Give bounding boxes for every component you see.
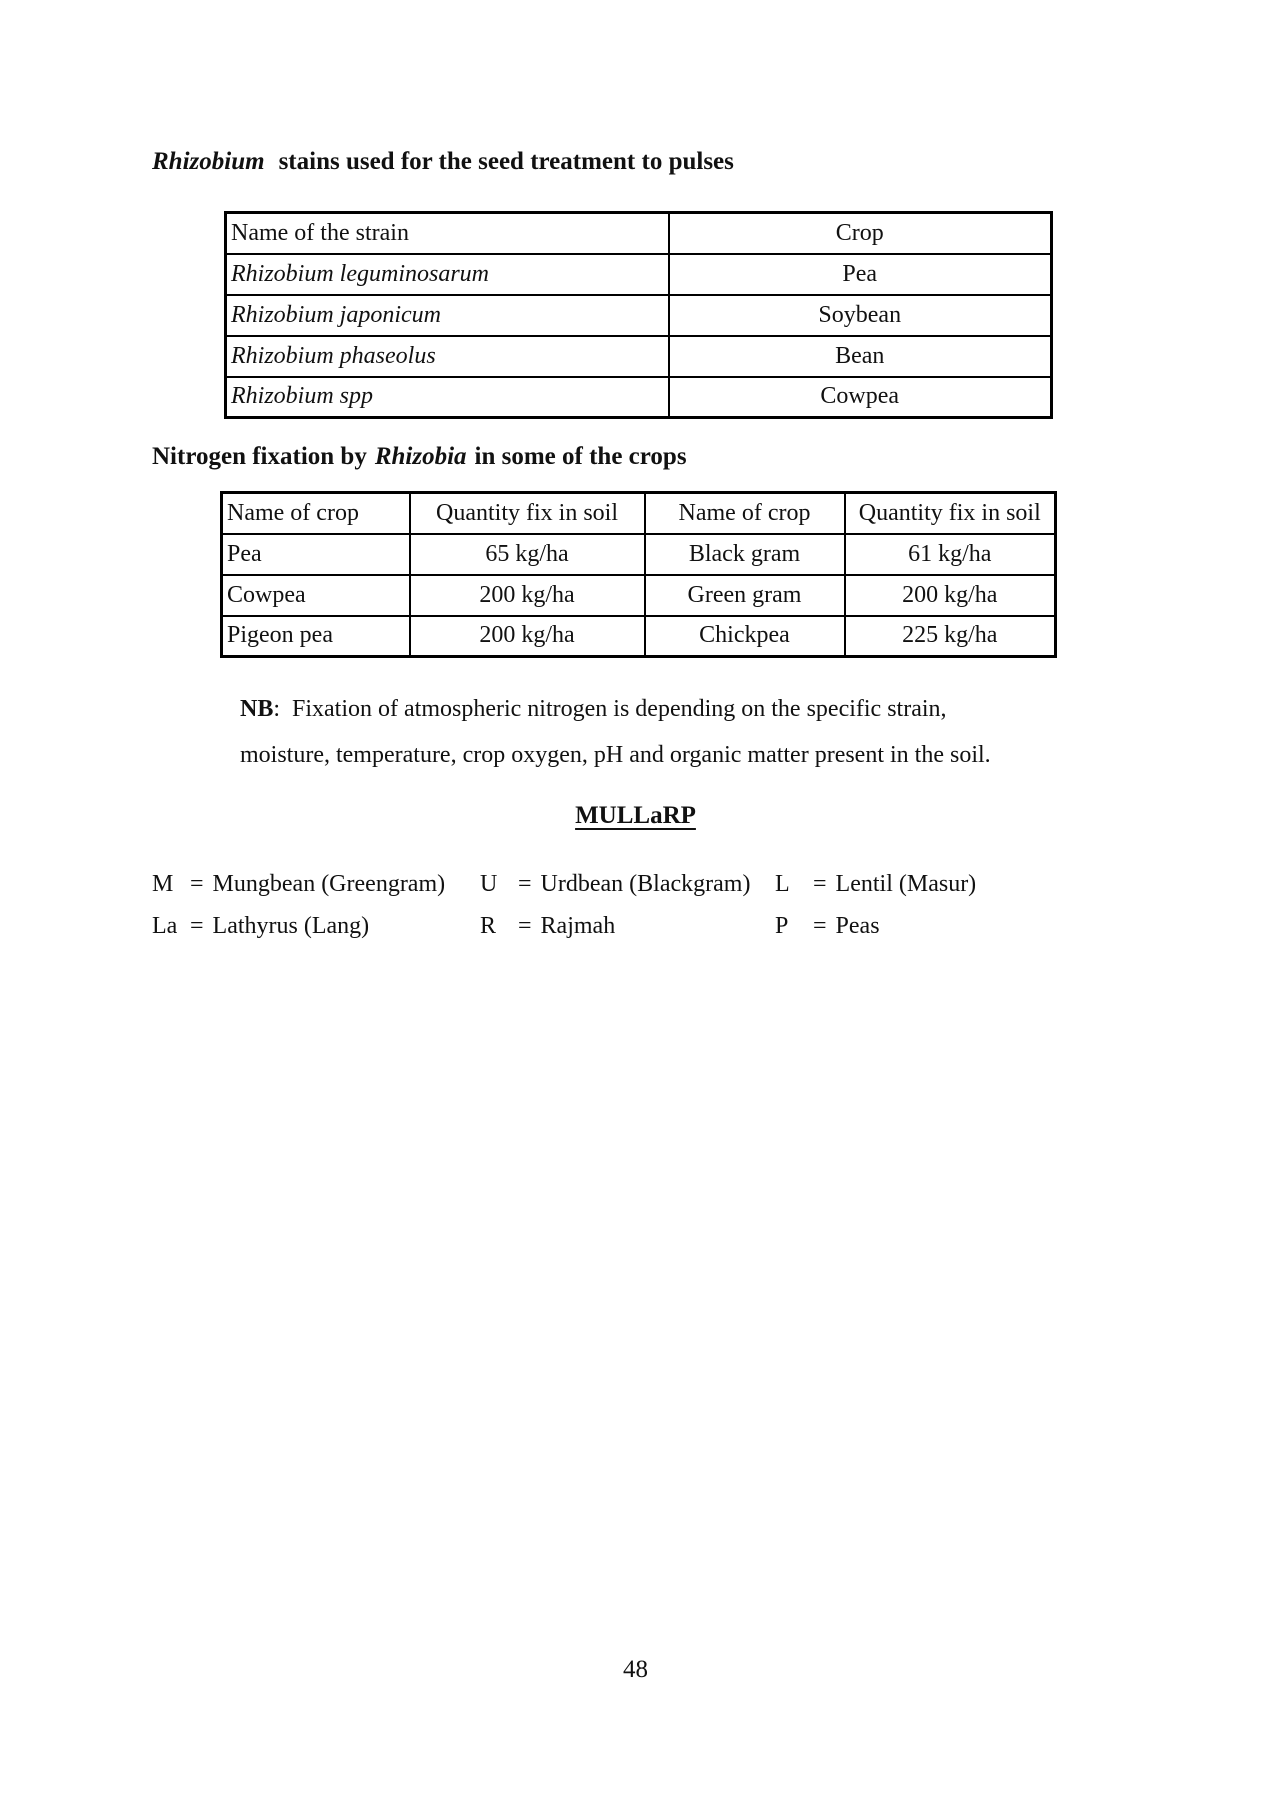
column-header-quantity: Quantity fix in soil bbox=[410, 493, 645, 534]
crop-name-cell: Black gram bbox=[645, 534, 845, 575]
crop-cell: Cowpea bbox=[669, 377, 1052, 418]
nb-text: Fixation of atmospheric nitrogen is depending on the specific strain, bbox=[292, 696, 947, 722]
column-header-quantity: Quantity fix in soil bbox=[845, 493, 1056, 534]
abbreviation-item bbox=[775, 905, 1271, 947]
column-header-crop: Name of crop bbox=[222, 493, 410, 534]
crop-name-cell: Cowpea bbox=[222, 575, 410, 616]
table-row bbox=[222, 575, 1056, 616]
nb-note-line-2: moisture, temperature, crop oxygen, pH and organic matter present in the soil. bbox=[240, 742, 991, 768]
abbreviation-item bbox=[480, 905, 775, 947]
crop-name-cell: Green gram bbox=[645, 575, 845, 616]
crop-name-cell: Pea bbox=[222, 534, 410, 575]
crop-name-cell: Pigeon pea bbox=[222, 616, 410, 657]
abbreviation-list bbox=[152, 863, 1271, 947]
equals-sign: = bbox=[813, 913, 827, 939]
abbreviation-item bbox=[152, 863, 480, 905]
strain-table bbox=[224, 211, 1053, 419]
abbr-full-name: Lathyrus (Lang) bbox=[212, 913, 370, 939]
page-title bbox=[0, 0, 1271, 179]
equals-sign: = bbox=[518, 913, 532, 939]
abbr-full-name: Lentil (Masur) bbox=[835, 871, 977, 897]
nb-note-line-1 bbox=[240, 686, 1100, 732]
heading-text: in some of the crops bbox=[474, 443, 687, 470]
heading-text: Nitrogen fixation by bbox=[152, 443, 367, 470]
section-heading-nitrogen-fixation bbox=[0, 419, 1271, 474]
table-row bbox=[226, 254, 1052, 295]
column-header-strain: Name of the strain bbox=[226, 213, 669, 254]
equals-sign: = bbox=[190, 871, 204, 897]
quantity-cell: 61 kg/ha bbox=[845, 534, 1056, 575]
table-row bbox=[226, 295, 1052, 336]
page-number: 48 bbox=[623, 1656, 648, 1683]
abbr-full-name: Rajmah bbox=[540, 913, 616, 939]
quantity-cell: 65 kg/ha bbox=[410, 534, 645, 575]
quantity-cell: 200 kg/ha bbox=[845, 575, 1056, 616]
abbr-letter: La bbox=[152, 913, 178, 939]
strain-name-cell: Rhizobium leguminosarum bbox=[226, 254, 669, 295]
mullarp-heading bbox=[0, 799, 1271, 833]
column-header-crop: Name of crop bbox=[645, 493, 845, 534]
abbreviation-item bbox=[152, 905, 480, 947]
abbreviation-row bbox=[152, 863, 1271, 905]
equals-sign: = bbox=[190, 913, 204, 939]
abbr-letter: U bbox=[480, 871, 498, 897]
nb-colon: : bbox=[273, 696, 281, 722]
nb-label: NB bbox=[240, 696, 274, 722]
abbr-full-name: Mungbean (Greengram) bbox=[212, 871, 446, 897]
nb-note bbox=[240, 686, 1100, 778]
abbr-letter: L bbox=[775, 871, 790, 897]
strain-name-cell: Rhizobium phaseolus bbox=[226, 336, 669, 377]
column-header-crop: Crop bbox=[669, 213, 1052, 254]
abbreviation-item bbox=[480, 863, 775, 905]
abbr-full-name: Peas bbox=[835, 913, 880, 939]
abbr-letter: R bbox=[480, 913, 497, 939]
table-row bbox=[222, 616, 1056, 657]
equals-sign: = bbox=[813, 871, 827, 897]
abbr-full-name: Urdbean (Blackgram) bbox=[540, 871, 751, 897]
table-row bbox=[222, 534, 1056, 575]
heading-italic-term: Rhizobia bbox=[374, 443, 467, 470]
title-text: stains used for the seed treatment to pulses bbox=[278, 148, 734, 175]
crop-name-cell: Chickpea bbox=[645, 616, 845, 657]
equals-sign: = bbox=[518, 871, 532, 897]
strain-name-cell: Rhizobium spp bbox=[226, 377, 669, 418]
crop-cell: Bean bbox=[669, 336, 1052, 377]
mullarp-heading-text: MULLaRP bbox=[575, 802, 696, 829]
quantity-cell: 200 kg/ha bbox=[410, 616, 645, 657]
fixation-table-header-row bbox=[222, 493, 1056, 534]
abbr-letter: M bbox=[152, 871, 174, 897]
title-italic-term: Rhizobium bbox=[152, 148, 265, 175]
table-row bbox=[226, 377, 1052, 418]
strain-table-header-row bbox=[226, 213, 1052, 254]
abbreviation-row bbox=[152, 905, 1271, 947]
quantity-cell: 225 kg/ha bbox=[845, 616, 1056, 657]
strain-name-cell: Rhizobium japonicum bbox=[226, 295, 669, 336]
abbr-letter: P bbox=[775, 913, 789, 939]
quantity-cell: 200 kg/ha bbox=[410, 575, 645, 616]
fixation-table bbox=[220, 491, 1057, 658]
abbreviation-item bbox=[775, 863, 1271, 905]
crop-cell: Soybean bbox=[669, 295, 1052, 336]
table-row bbox=[226, 336, 1052, 377]
crop-cell: Pea bbox=[669, 254, 1052, 295]
